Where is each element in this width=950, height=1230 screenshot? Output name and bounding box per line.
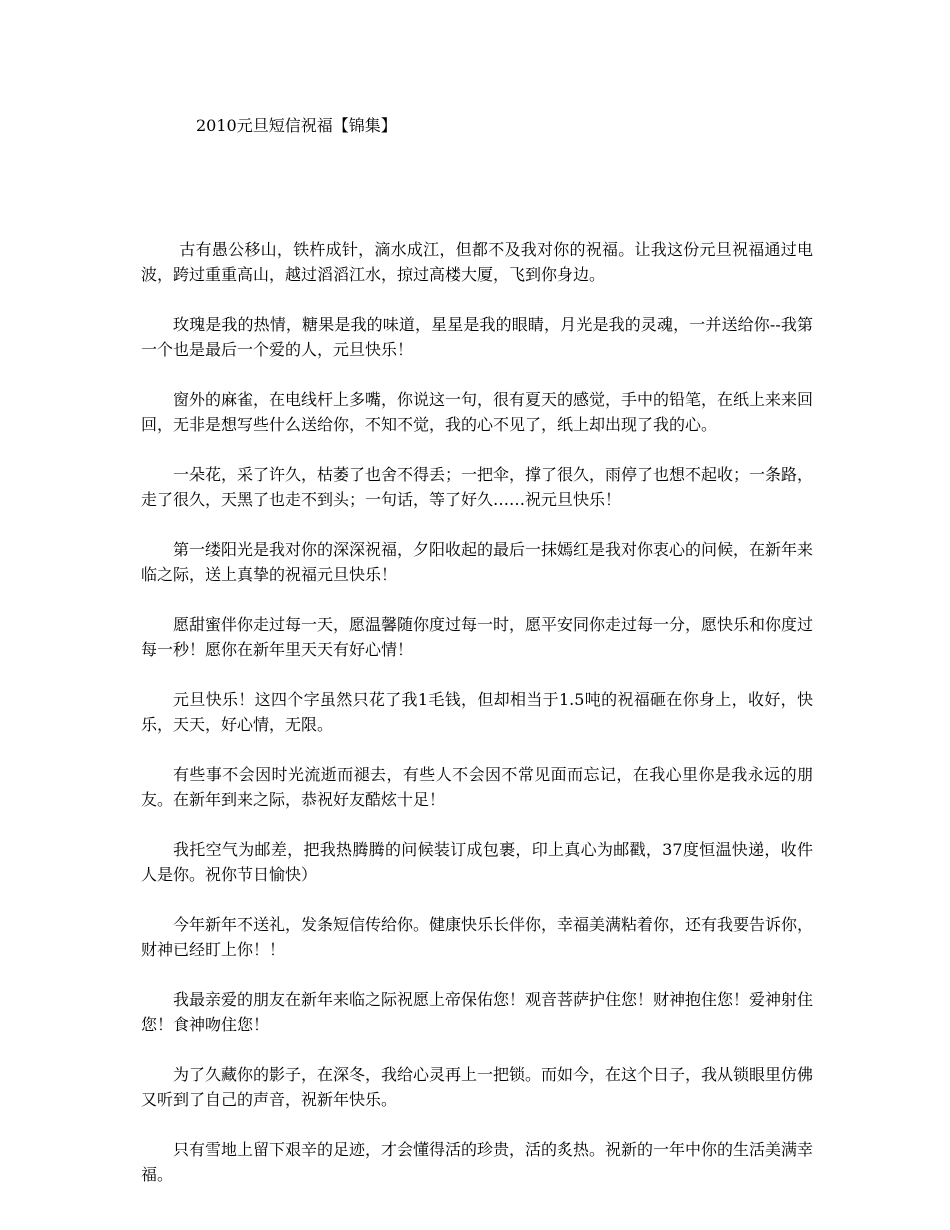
paragraph-5: 第一缕阳光是我对你的深深祝福，夕阳收起的最后一抹嫣红是我对你衷心的问候，在新年来临之际，送上真挚的祝福元旦快乐！ xyxy=(141,540,814,584)
document-body xyxy=(141,237,813,1212)
document-title: 2010元旦短信祝福【锦集】 xyxy=(196,116,397,135)
paragraph-8: 有些事不会因时光流逝而褪去，有些人不会因不常见面而忘记，在我心里你是我永远的朋友。在新年到来之际，恭祝好友酷炫十足！ xyxy=(141,765,813,809)
paragraph-2: 玫瑰是我的热情，糖果是我的味道，星星是我的眼睛，月光是我的灵魂，一并送给你--我第一个也是最后一个爱的人，元旦快乐！ xyxy=(141,315,813,359)
paragraph-1: 古有愚公移山，铁杵成针，滴水成江，但都不及我对你的祝福。让我这份元旦祝福通过电波，跨过重重高山，越过滔滔江水，掠过高楼大厦，飞到你身边。 xyxy=(141,240,813,284)
paragraph-4: 一朵花，采了许久，枯萎了也舍不得丢；一把伞，撑了很久，雨停了也想不起收；一条路，走了很久，天黑了也走不到头；一句话，等了好久……祝元旦快乐！ xyxy=(141,465,814,509)
paragraph-3: 窗外的麻雀，在电线杆上多嘴，你说这一句，很有夏天的感觉，手中的铅笔，在纸上来来回回，无非是想写些什么送给你，不知不觉，我的心不见了，纸上却出现了我的心。 xyxy=(141,390,814,434)
paragraph-9: 我托空气为邮差，把我热腾腾的问候装订成包裹，印上真心为邮戳，37度恒温快递，收件人是你。祝你节日愉快） xyxy=(141,840,813,884)
paragraph-13: 只有雪地上留下艰辛的足迹，才会懂得活的珍贵，活的炙热。祝新的一年中你的生活美满幸福。 xyxy=(141,1140,814,1184)
paragraph-10: 今年新年不送礼，发条短信传给你。健康快乐长伴你，幸福美满粘着你，还有我要告诉你，财神已经盯上你！！ xyxy=(141,915,814,959)
paragraph-12: 为了久藏你的影子，在深冬，我给心灵再上一把锁。而如今，在这个日子，我从锁眼里仿佛又听到了自己的声音，祝新年快乐。 xyxy=(141,1065,814,1109)
paragraph-11: 我最亲爱的朋友在新年来临之际祝愿上帝保佑您！观音菩萨护住您！财神抱住您！爱神射住您！食神吻住您！ xyxy=(141,990,814,1034)
paragraph-7: 元旦快乐！这四个字虽然只花了我1毛钱，但却相当于1.5吨的祝福砸在你身上，收好，快乐，天天，好心情，无限。 xyxy=(141,690,813,734)
paragraph-6: 愿甜蜜伴你走过每一天，愿温馨随你度过每一时，愿平安同你走过每一分，愿快乐和你度过每一秒！愿你在新年里天天有好心情！ xyxy=(141,615,814,659)
